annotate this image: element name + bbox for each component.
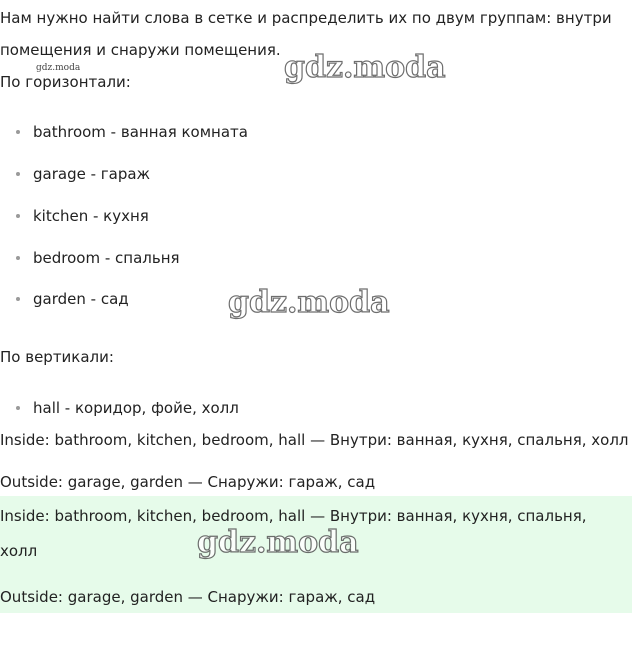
summary-outside: Outside: garage, garden — Снаружи: гараж, сад	[0, 473, 376, 491]
list-item-text: garage - гараж	[33, 165, 151, 183]
list-item-text: hall - коридор, фойе, холл	[33, 399, 239, 417]
list-item	[0, 164, 632, 184]
bullet-icon	[16, 256, 20, 260]
list-item-text: garden - сад	[33, 290, 129, 308]
list-item-text: kitchen - кухня	[33, 207, 149, 225]
horizontal-heading: По горизонтали:	[0, 73, 131, 91]
bullet-icon	[16, 297, 20, 301]
bullet-icon	[16, 214, 20, 218]
answer-inside-line-1: Inside: bathroom, kitchen, bedroom, hall — Внутри: ванная, кухня, спальня,	[0, 507, 587, 525]
bullet-icon	[16, 172, 20, 176]
answer-inside-line-2: холл	[0, 542, 38, 560]
watermark-small: gdz.moda	[36, 63, 81, 73]
list-item	[0, 248, 632, 268]
watermark: gdz.moda	[197, 525, 359, 560]
answer-outside: Outside: garage, garden — Снаружи: гараж, сад	[0, 588, 376, 606]
watermark: gdz.moda	[284, 50, 446, 85]
list-item	[0, 122, 632, 142]
intro-line-1: Нам нужно найти слова в сетке и распределить их по двум группам: внутри	[0, 9, 612, 27]
list-item	[0, 206, 632, 226]
bullet-icon	[16, 406, 20, 410]
vertical-heading: По вертикали:	[0, 348, 114, 366]
intro-line-2: помещения и снаружи помещения.	[0, 41, 281, 59]
summary-inside: Inside: bathroom, kitchen, bedroom, hall — Внутри: ванная, кухня, спальня, холл	[0, 431, 629, 449]
list-item-text: bedroom - спальня	[33, 249, 180, 267]
list-item	[0, 398, 632, 418]
bullet-icon	[16, 130, 20, 134]
watermark: gdz.moda	[228, 285, 390, 320]
list-item-text: bathroom - ванная комната	[33, 123, 248, 141]
